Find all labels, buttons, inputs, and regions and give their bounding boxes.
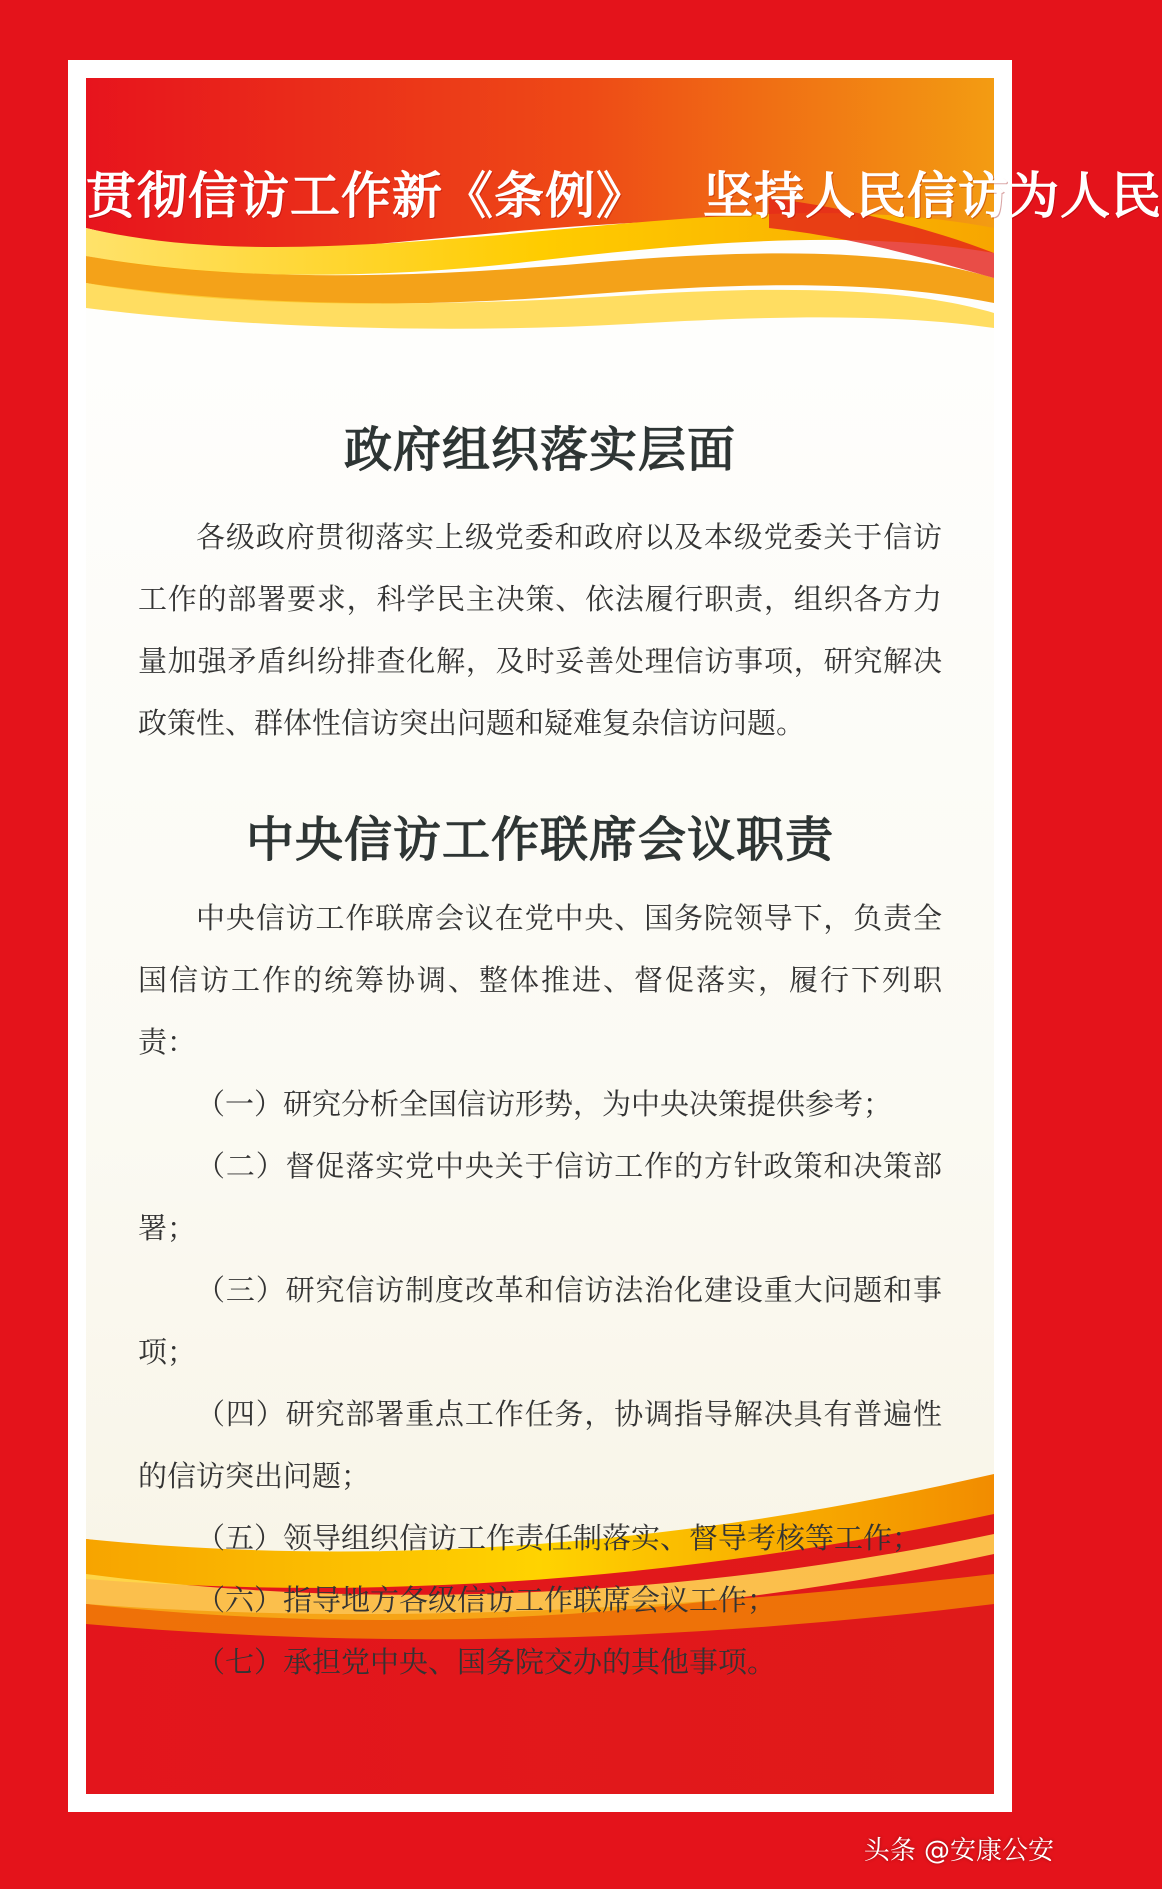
banner-title-right: 坚持人民信访为人民 bbox=[703, 167, 1162, 225]
poster-frame bbox=[68, 60, 1162, 1812]
banner-title-left: 贯彻信访工作新《条例》 bbox=[86, 167, 647, 225]
section-paragraph-government: 各级政府贯彻落实上级党委和政府以及本级党委关于信访工作的部署要求，科学民主决策、依法履行职责，组织各方力量加强矛盾纠纷排查化解，及时妥善处理信访事项，研究解决政策性、群体性信访突出问题和疑难复杂信访问题。 bbox=[138, 519, 942, 740]
banner-title bbox=[86, 156, 1162, 228]
duty-item-6: （六）指导地方各级信访工作联席会议工作； bbox=[196, 1583, 777, 1618]
watermark: 头条 @安康公安 bbox=[863, 1836, 1054, 1866]
duty-item-5: （五）领导组织信访工作责任制落实、督导考核等工作； bbox=[196, 1521, 922, 1556]
poster-content-area bbox=[86, 78, 1162, 1794]
section-heading-government: 政府组织落实层面 bbox=[343, 422, 736, 478]
main-content bbox=[138, 408, 942, 1693]
duty-item-4: （四）研究部署重点工作任务，协调指导解决具有普遍性的信访突出问题； bbox=[138, 1397, 942, 1494]
duty-item-2: （二）督促落实党中央关于信访工作的方针政策和决策部署； bbox=[138, 1149, 942, 1246]
duty-item-7: （七）承担党中央、国务院交办的其他事项。 bbox=[196, 1645, 777, 1680]
duty-item-1: （一）研究分析全国信访形势，为中央决策提供参考； bbox=[196, 1087, 893, 1122]
section-paragraph-joint-meeting: 中央信访工作联席会议在党中央、国务院领导下，负责全国信访工作的统筹协调、整体推进、督促落实，履行下列职责： bbox=[138, 901, 942, 1060]
duty-item-3: （三）研究信访制度改革和信访法治化建设重大问题和事项； bbox=[138, 1273, 942, 1370]
section-heading-joint-meeting: 中央信访工作联席会议职责 bbox=[245, 811, 834, 868]
